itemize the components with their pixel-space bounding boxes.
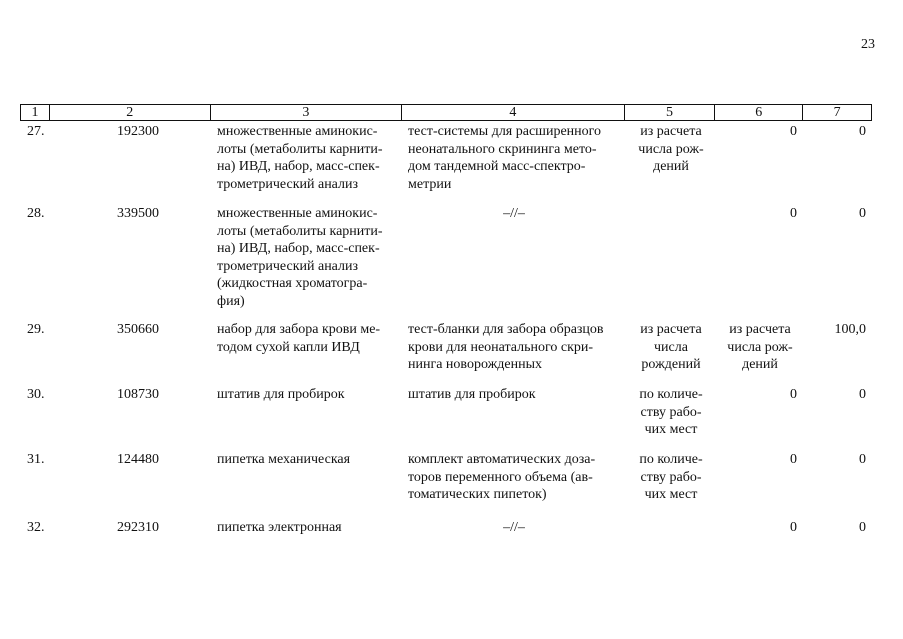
row-number: 30.: [27, 387, 45, 402]
row-col7: 0: [859, 520, 866, 535]
row-description: тест-бланки для забора образцов крови для неонатального скри- нинга новорожденных: [408, 322, 604, 372]
ditto-mark: –//–: [503, 520, 525, 535]
row-number: 27.: [27, 124, 45, 139]
row-code: 192300: [117, 124, 159, 139]
row-code: 339500: [117, 206, 159, 221]
row-col6: 0: [790, 452, 797, 467]
row-name: множественные аминокис- лоты (метаболиты карнити- на) ИВД, набор, масс-спек- трометрический анализ: [217, 124, 383, 192]
row-name: пипетка механическая: [217, 452, 351, 467]
row-col7: 0: [859, 387, 866, 402]
row-col7: 100,0: [834, 322, 866, 337]
row-col6: из расчета числа рож- дений: [727, 322, 793, 372]
row-col5: по количе- ству рабо- чих мест: [639, 452, 703, 502]
row-number: 28.: [27, 206, 45, 221]
header-col-4: 4: [402, 105, 624, 120]
row-col6: 0: [790, 387, 797, 402]
row-col6: 0: [790, 124, 797, 139]
row-col6: 0: [790, 206, 797, 221]
header-col-5: 5: [625, 105, 716, 120]
row-name: множественные аминокис- лоты (метаболиты карнити- на) ИВД, набор, масс-спек- трометрический анализ (жидкостная хроматогра- фия): [217, 206, 383, 309]
table-header: [20, 104, 872, 121]
page-number: 23: [861, 37, 875, 52]
row-name: пипетка электронная: [217, 520, 342, 535]
row-code: 124480: [117, 452, 159, 467]
header-col-3: 3: [211, 105, 403, 120]
row-col7: 0: [859, 124, 866, 139]
row-col5: из расчета числа рож- дений: [638, 124, 704, 174]
row-col7: 0: [859, 452, 866, 467]
row-description: [408, 205, 620, 223]
ditto-mark: –//–: [503, 206, 525, 221]
header-col-1: 1: [21, 105, 50, 120]
row-code: 292310: [117, 520, 159, 535]
header-col-2: 2: [50, 105, 211, 120]
row-number: 29.: [27, 322, 45, 337]
row-description: комплект автоматических доза- торов переменного объема (ав- томатических пипеток): [408, 452, 596, 502]
row-col6: 0: [790, 520, 797, 535]
row-description: штатив для пробирок: [408, 387, 536, 402]
header-col-7: 7: [833, 105, 841, 120]
row-name: набор для забора крови ме- тодом сухой капли ИВД: [217, 322, 381, 355]
row-code: 350660: [117, 322, 159, 337]
row-col5: по количе- ству рабо- чих мест: [639, 387, 703, 437]
row-col7: 0: [859, 206, 866, 221]
row-code: 108730: [117, 387, 159, 402]
row-col5: из расчета числа рождений: [640, 322, 702, 372]
row-description: [408, 519, 620, 537]
row-number: 32.: [27, 520, 45, 535]
row-number: 31.: [27, 452, 45, 467]
header-col-6: 6: [715, 105, 803, 120]
row-name: штатив для пробирок: [217, 387, 345, 402]
row-description: тест-системы для расширенного неонатального скрининга мето- дом тандемной масс-спектро- метрии: [408, 124, 602, 192]
